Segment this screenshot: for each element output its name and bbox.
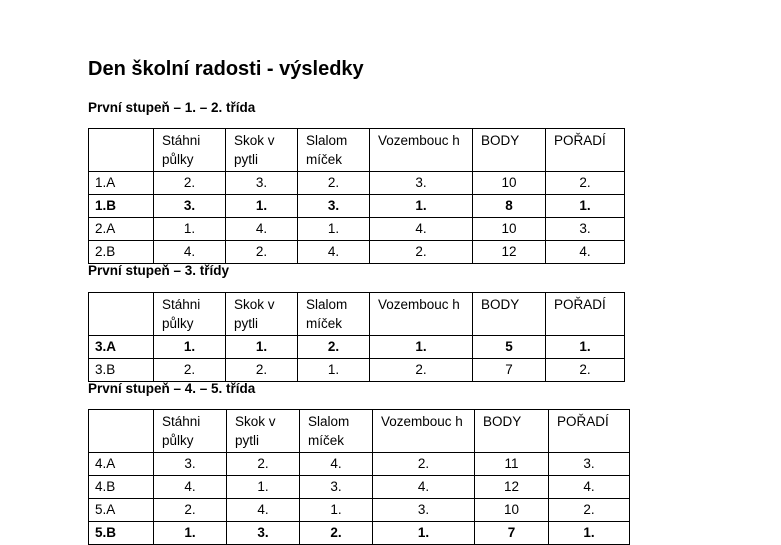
points-cell: 7 bbox=[473, 359, 546, 382]
result-cell: 2. bbox=[300, 522, 373, 545]
points-cell: 12 bbox=[475, 476, 549, 499]
class-cell: 1.B bbox=[89, 195, 154, 218]
result-cell: 2. bbox=[154, 359, 226, 382]
table-row bbox=[89, 241, 625, 264]
class-cell: 2.B bbox=[89, 241, 154, 264]
result-cell: 2. bbox=[154, 172, 226, 195]
header-cell-vozembouch: Vozembouc h bbox=[370, 293, 473, 336]
header-cell-poradi: POŘADÍ bbox=[546, 129, 625, 172]
result-cell: 2. bbox=[370, 241, 473, 264]
result-cell: 4. bbox=[226, 218, 298, 241]
class-cell: 5.B bbox=[89, 522, 154, 545]
header-cell-vozembouch: Vozembouc h bbox=[370, 129, 473, 172]
rank-cell: 2. bbox=[546, 359, 625, 382]
header-cell-poradi: POŘADÍ bbox=[546, 293, 625, 336]
table-row bbox=[89, 195, 625, 218]
result-cell: 2. bbox=[226, 359, 298, 382]
result-cell: 2. bbox=[298, 336, 370, 359]
result-cell: 4. bbox=[373, 476, 475, 499]
table-row bbox=[89, 336, 625, 359]
table-header-row bbox=[89, 410, 630, 453]
table-row bbox=[89, 453, 630, 476]
result-cell: 1. bbox=[226, 336, 298, 359]
points-cell: 8 bbox=[473, 195, 546, 218]
header-cell-skok-v-pytli: Skok v pytli bbox=[226, 129, 298, 172]
points-cell: 5 bbox=[473, 336, 546, 359]
document-title: Den školní radosti - výsledky bbox=[88, 58, 364, 80]
table-row bbox=[89, 522, 630, 545]
header-cell-skok-v-pytli: Skok v pytli bbox=[227, 410, 300, 453]
table-row bbox=[89, 476, 630, 499]
header-cell-stahni-pulky: Stáhni půlky bbox=[154, 410, 227, 453]
result-cell: 3. bbox=[154, 453, 227, 476]
header-cell-empty bbox=[89, 129, 154, 172]
class-cell: 4.A bbox=[89, 453, 154, 476]
result-cell: 3. bbox=[154, 195, 226, 218]
result-cell: 3. bbox=[298, 195, 370, 218]
header-cell-stahni-pulky: Stáhni půlky bbox=[154, 293, 226, 336]
result-cell: 2. bbox=[154, 499, 227, 522]
result-cell: 3. bbox=[300, 476, 373, 499]
header-cell-poradi: POŘADÍ bbox=[549, 410, 630, 453]
result-cell: 3. bbox=[373, 499, 475, 522]
result-cell: 2. bbox=[298, 172, 370, 195]
class-cell: 3.B bbox=[89, 359, 154, 382]
points-cell: 10 bbox=[475, 499, 549, 522]
class-cell: 4.B bbox=[89, 476, 154, 499]
results-table-1-2 bbox=[88, 128, 625, 264]
table-header-row bbox=[89, 293, 625, 336]
class-cell: 1.A bbox=[89, 172, 154, 195]
result-cell: 2. bbox=[226, 241, 298, 264]
header-cell-body: BODY bbox=[473, 293, 546, 336]
result-cell: 4. bbox=[370, 218, 473, 241]
class-cell: 3.A bbox=[89, 336, 154, 359]
table-row bbox=[89, 172, 625, 195]
rank-cell: 2. bbox=[549, 499, 630, 522]
results-table-4-5 bbox=[88, 409, 630, 545]
result-cell: 1. bbox=[370, 336, 473, 359]
result-cell: 4. bbox=[300, 453, 373, 476]
result-cell: 1. bbox=[154, 336, 226, 359]
header-cell-empty bbox=[89, 293, 154, 336]
points-cell: 11 bbox=[475, 453, 549, 476]
header-cell-slalom-micek: Slalom míček bbox=[300, 410, 373, 453]
points-cell: 10 bbox=[473, 218, 546, 241]
section-heading-1-2: První stupeň – 1. – 2. třída bbox=[88, 100, 256, 115]
result-cell: 1. bbox=[298, 218, 370, 241]
rank-cell: 3. bbox=[546, 218, 625, 241]
header-cell-skok-v-pytli: Skok v pytli bbox=[226, 293, 298, 336]
points-cell: 7 bbox=[475, 522, 549, 545]
result-cell: 2. bbox=[373, 453, 475, 476]
rank-cell: 4. bbox=[549, 476, 630, 499]
table-row bbox=[89, 218, 625, 241]
table-header-row bbox=[89, 129, 625, 172]
rank-cell: 3. bbox=[549, 453, 630, 476]
result-cell: 3. bbox=[370, 172, 473, 195]
result-cell: 4. bbox=[298, 241, 370, 264]
result-cell: 1. bbox=[227, 476, 300, 499]
result-cell: 1. bbox=[370, 195, 473, 218]
class-cell: 2.A bbox=[89, 218, 154, 241]
results-table-3 bbox=[88, 292, 625, 382]
section-heading-4-5: První stupeň – 4. – 5. třída bbox=[88, 381, 256, 396]
header-cell-body: BODY bbox=[475, 410, 549, 453]
result-cell: 4. bbox=[154, 241, 226, 264]
rank-cell: 2. bbox=[546, 172, 625, 195]
result-cell: 4. bbox=[227, 499, 300, 522]
result-cell: 1. bbox=[300, 499, 373, 522]
result-cell: 4. bbox=[154, 476, 227, 499]
rank-cell: 1. bbox=[546, 195, 625, 218]
points-cell: 12 bbox=[473, 241, 546, 264]
section-heading-3: První stupeň – 3. třídy bbox=[88, 263, 230, 278]
table-row bbox=[89, 359, 625, 382]
class-cell: 5.A bbox=[89, 499, 154, 522]
result-cell: 1. bbox=[154, 218, 226, 241]
result-cell: 2. bbox=[370, 359, 473, 382]
table-row bbox=[89, 499, 630, 522]
result-cell: 1. bbox=[298, 359, 370, 382]
header-cell-empty bbox=[89, 410, 154, 453]
header-cell-body: BODY bbox=[473, 129, 546, 172]
points-cell: 10 bbox=[473, 172, 546, 195]
result-cell: 1. bbox=[154, 522, 227, 545]
header-cell-vozembouch: Vozembouc h bbox=[373, 410, 475, 453]
result-cell: 1. bbox=[226, 195, 298, 218]
result-cell: 2. bbox=[227, 453, 300, 476]
result-cell: 3. bbox=[226, 172, 298, 195]
rank-cell: 4. bbox=[546, 241, 625, 264]
header-cell-slalom-micek: Slalom míček bbox=[298, 129, 370, 172]
rank-cell: 1. bbox=[546, 336, 625, 359]
result-cell: 3. bbox=[227, 522, 300, 545]
result-cell: 1. bbox=[373, 522, 475, 545]
rank-cell: 1. bbox=[549, 522, 630, 545]
header-cell-slalom-micek: Slalom míček bbox=[298, 293, 370, 336]
header-cell-stahni-pulky: Stáhni půlky bbox=[154, 129, 226, 172]
